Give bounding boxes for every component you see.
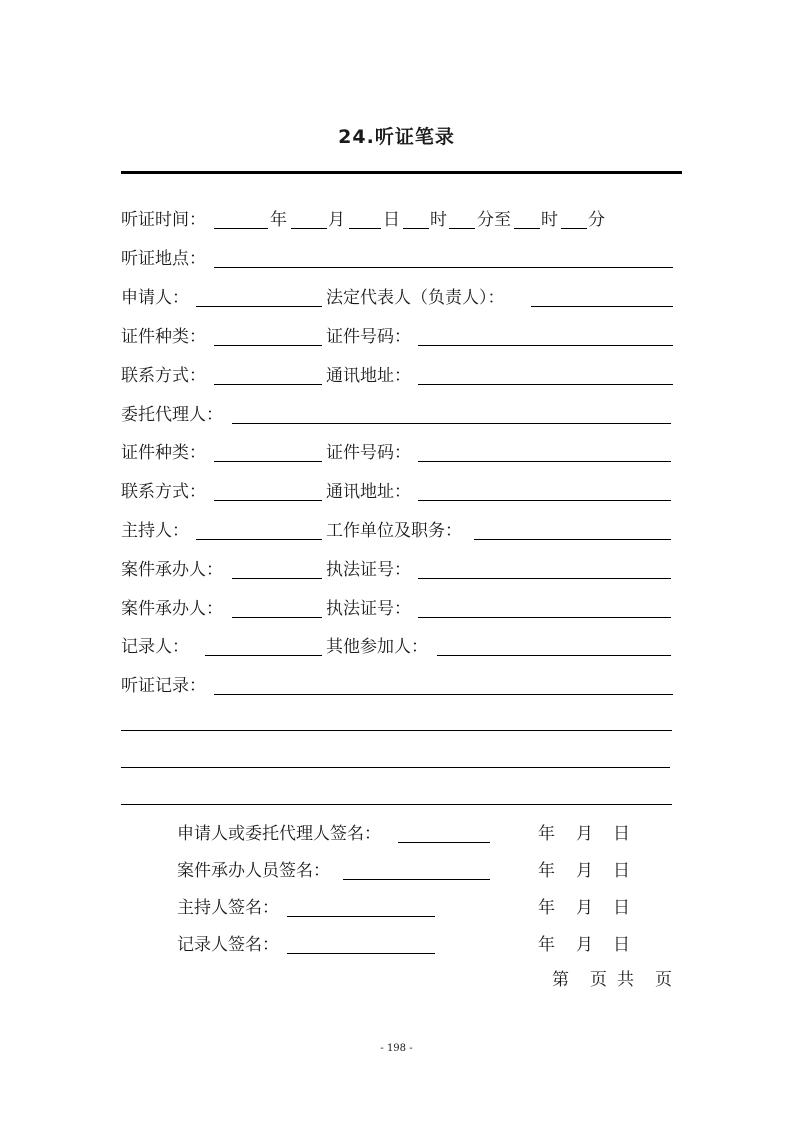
applicant-id-row [121, 325, 681, 349]
record-line-2[interactable] [121, 730, 672, 731]
enforcement-cert-field-1[interactable] [418, 578, 671, 579]
agent-row [121, 403, 681, 427]
record-line-4[interactable] [121, 804, 672, 805]
applicant-id-number-label: 证件号码： [326, 327, 411, 347]
case-handler-row-2 [121, 597, 681, 621]
page-count-di: 第 [552, 970, 569, 990]
host-unit-label: 工作单位及职务： [326, 521, 462, 541]
host-sign-day: 日 [613, 898, 630, 918]
end-minute-field[interactable] [561, 228, 587, 229]
page-title: 24.听证笔录 [338, 126, 455, 148]
recorder-row [121, 635, 681, 659]
month-label: 月 [328, 210, 345, 230]
hearing-record-field[interactable] [214, 694, 673, 695]
host-sign-year: 年 [538, 898, 555, 918]
minute-to-label: 分至 [477, 210, 511, 230]
page-count-ye: 页 [590, 970, 607, 990]
day-label: 日 [383, 210, 400, 230]
hearing-location-field[interactable] [214, 267, 673, 268]
host-field[interactable] [196, 539, 322, 540]
applicant-sign-month: 月 [576, 824, 593, 844]
agent-id-number-field[interactable] [418, 461, 671, 462]
applicant-address-label: 通讯地址： [326, 366, 411, 386]
host-unit-field[interactable] [474, 539, 671, 540]
applicant-sign-day: 日 [613, 824, 630, 844]
page-count-ye2: 页 [655, 970, 672, 990]
agent-address-field[interactable] [418, 500, 671, 501]
enforcement-cert-label-2: 执法证号： [326, 599, 411, 619]
recorder-field[interactable] [205, 655, 322, 656]
day-field[interactable] [349, 228, 381, 229]
title-rule [121, 171, 682, 174]
agent-contact-label: 联系方式： [121, 482, 206, 502]
applicant-id-type-label: 证件种类： [121, 327, 206, 347]
end-minute-label: 分 [588, 210, 605, 230]
year-label: 年 [270, 210, 287, 230]
applicant-signature-label: 申请人或委托代理人签名： [177, 824, 381, 844]
handler-sign-day: 日 [613, 861, 630, 881]
enforcement-cert-field-2[interactable] [418, 617, 671, 618]
recorder-sign-day: 日 [613, 935, 630, 955]
hearing-time-label: 听证时间： [121, 210, 206, 230]
hour-label: 时 [430, 210, 447, 230]
applicant-address-field[interactable] [418, 384, 673, 385]
minute-field[interactable] [449, 228, 475, 229]
case-handler-field-2[interactable] [232, 617, 322, 618]
agent-id-number-label: 证件号码： [326, 443, 411, 463]
agent-id-type-field[interactable] [214, 461, 322, 462]
case-handler-field-1[interactable] [232, 578, 322, 579]
signature-row-handler [177, 859, 637, 883]
applicant-id-number-field[interactable] [418, 345, 673, 346]
agent-contact-field[interactable] [214, 500, 322, 501]
signature-row-recorder [177, 933, 637, 957]
other-participants-field[interactable] [437, 655, 671, 656]
legal-rep-field[interactable] [531, 306, 673, 307]
page-number: - 198 - [380, 1043, 413, 1054]
enforcement-cert-label-1: 执法证号： [326, 560, 411, 580]
host-signature-field[interactable] [287, 916, 435, 917]
host-sign-month: 月 [576, 898, 593, 918]
agent-address-label: 通讯地址： [326, 482, 411, 502]
signature-row-applicant [177, 822, 637, 846]
host-label: 主持人： [121, 521, 189, 541]
recorder-sign-month: 月 [576, 935, 593, 955]
agent-id-row [121, 441, 681, 465]
hearing-record-row [121, 674, 681, 698]
recorder-signature-field[interactable] [287, 953, 435, 954]
other-participants-label: 其他参加人： [326, 637, 428, 657]
handler-sign-month: 月 [576, 861, 593, 881]
agent-contact-row [121, 480, 681, 504]
legal-rep-label: 法定代表人（负责人）： [326, 288, 505, 308]
hearing-location-label: 听证地点： [121, 249, 206, 269]
applicant-sign-year: 年 [538, 824, 555, 844]
case-handler-row-1 [121, 558, 681, 582]
end-hour-label: 时 [541, 210, 558, 230]
applicant-label: 申请人： [121, 288, 189, 308]
end-hour-field[interactable] [514, 228, 540, 229]
year-field[interactable] [214, 228, 268, 229]
applicant-field[interactable] [196, 306, 322, 307]
case-handler-label-2: 案件承办人： [121, 599, 223, 619]
applicant-row [121, 286, 681, 310]
month-field[interactable] [291, 228, 327, 229]
hearing-time-row [121, 208, 681, 232]
applicant-contact-field[interactable] [214, 384, 322, 385]
applicant-signature-field[interactable] [398, 842, 490, 843]
host-signature-label: 主持人签名： [177, 898, 279, 918]
agent-id-type-label: 证件种类： [121, 443, 206, 463]
handler-sign-year: 年 [538, 861, 555, 881]
host-row [121, 519, 681, 543]
signature-row-host [177, 896, 637, 920]
applicant-contact-row [121, 364, 681, 388]
recorder-label: 记录人： [121, 637, 189, 657]
hour-field[interactable] [403, 228, 429, 229]
agent-field[interactable] [232, 423, 671, 424]
applicant-id-type-field[interactable] [214, 345, 322, 346]
record-line-3[interactable] [121, 767, 670, 768]
case-handler-label-1: 案件承办人： [121, 560, 223, 580]
hearing-record-label: 听证记录： [121, 676, 206, 696]
page-count-gong: 共 [617, 970, 634, 990]
recorder-signature-label: 记录人签名： [177, 935, 279, 955]
applicant-contact-label: 联系方式： [121, 366, 206, 386]
hearing-location-row [121, 247, 681, 271]
handler-signature-label: 案件承办人员签名： [177, 861, 330, 881]
recorder-sign-year: 年 [538, 935, 555, 955]
agent-label: 委托代理人： [121, 405, 223, 425]
handler-signature-field[interactable] [343, 879, 490, 880]
